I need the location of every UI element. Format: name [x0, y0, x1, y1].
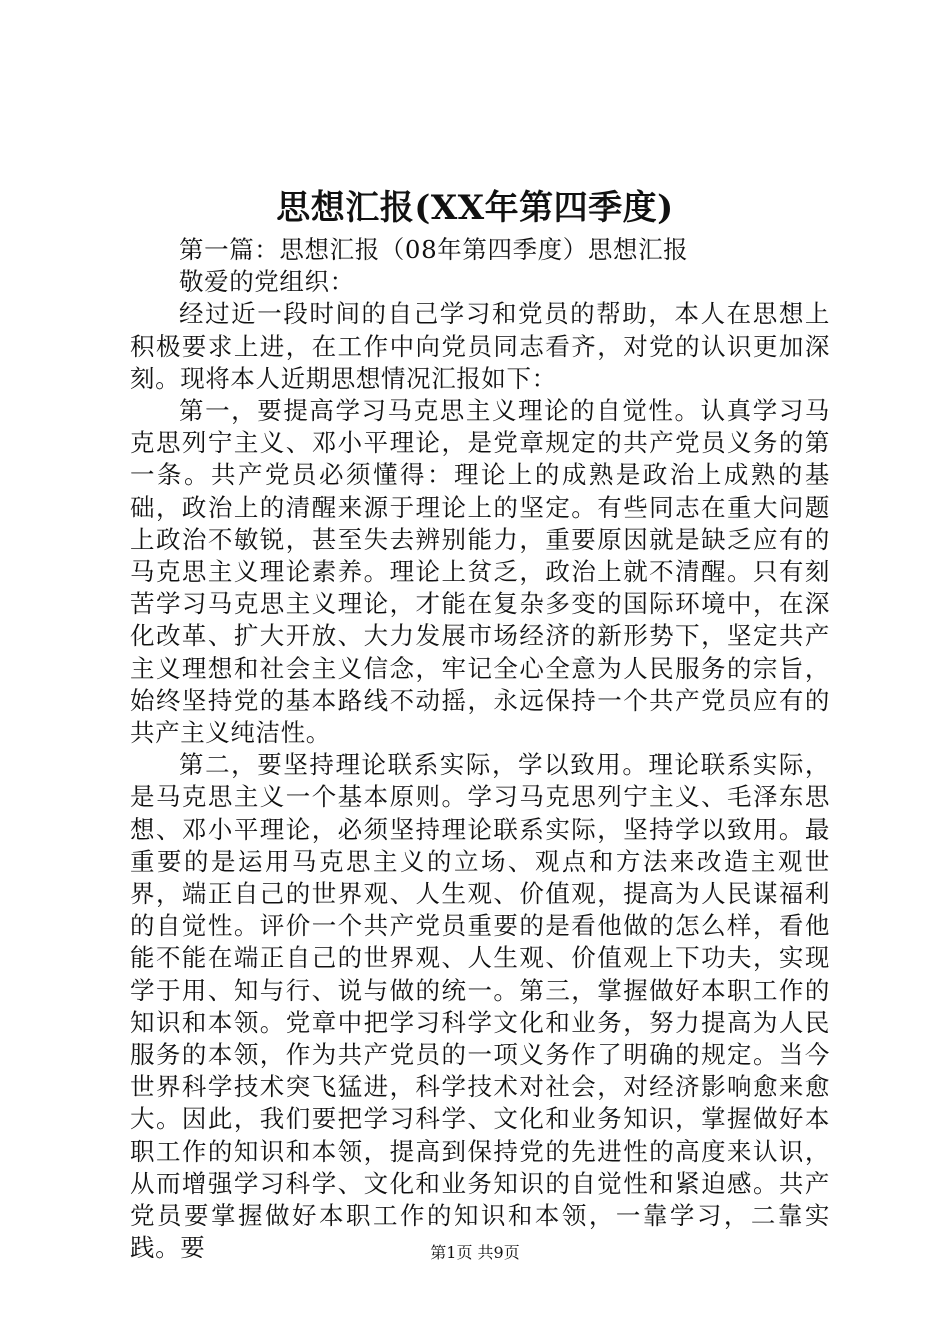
page-number: 第1页 共9页 — [430, 1243, 520, 1262]
document-body — [130, 234, 830, 1265]
document-title: 思想汇报(XX年第四季度) — [276, 188, 674, 228]
salutation: 敬爱的党组织： — [179, 267, 355, 297]
paragraph-intro: 经过近一段时间的自己学习和党员的帮助，本人在思想上积极要求上进，在工作中向党员同志看齐，对党的认识更加深刻。现将本人近期思想情况汇报如下： — [130, 299, 830, 393]
paragraph-point-two: 第二，要坚持理论联系实际，学以致用。理论联系实际，是马克思主义一个基本原则。学习马克思列宁主义、毛泽东思想、邓小平理论，必须坚持理论联系实际，坚持学以致用。最重要的是运用马克思主义的立场、观点和方法来改造主观世界，端正自己的世界观、人生观、价值观，提高为人民谋福利的自觉性。评价一个共产党员重要的是看他做的怎么样，看他能不能在端正自己的世界观、人生观、价值观上下功夫，实现学于用、知与行、说与做的统一。第三，掌握做好本职工作的知识和本领。党章中把学习科学文化和业务，努力提高为人民服务的本领，作为共产党员的一项义务作了明确的规定。当今世界科学技术突飞猛进，科学技术对社会，对经济影响愈来愈大。因此，我们要把学习科学、文化和业务知识，掌握做好本职工作的知识和本领，提高到保持党的先进性的高度来认识，从而增强学习科学、文化和业务知识的自觉性和紧迫感。共产党员要掌握做好本职工作的知识和本领，一靠学习，二靠实践。要 — [130, 750, 830, 1263]
section-heading: 第一篇：思想汇报（08年第四季度）思想汇报 — [179, 235, 689, 264]
paragraph-point-one: 第一，要提高学习马克思主义理论的自觉性。认真学习马克思列宁主义、邓小平理论，是党章规定的共产党员义务的第一条。共产党员必须懂得：理论上的成熟是政治上成熟的基础，政治上的清醒来源于理论上的坚定。有些同志在重大问题上政治不敏锐，甚至失去辨别能力，重要原因就是缺乏应有的马克思主义理论素养。理论上贫乏，政治上就不清醒。只有刻苦学习马克思主义理论，才能在复杂多变的国际环境中，在深化改革、扩大开放、大力发展市场经济的新形势下，坚定共产主义理想和社会主义信念，牢记全心全意为人民服务的宗旨，始终坚持党的基本路线不动摇，永远保持一个共产党员应有的共产主义纯洁性。 — [130, 396, 830, 748]
